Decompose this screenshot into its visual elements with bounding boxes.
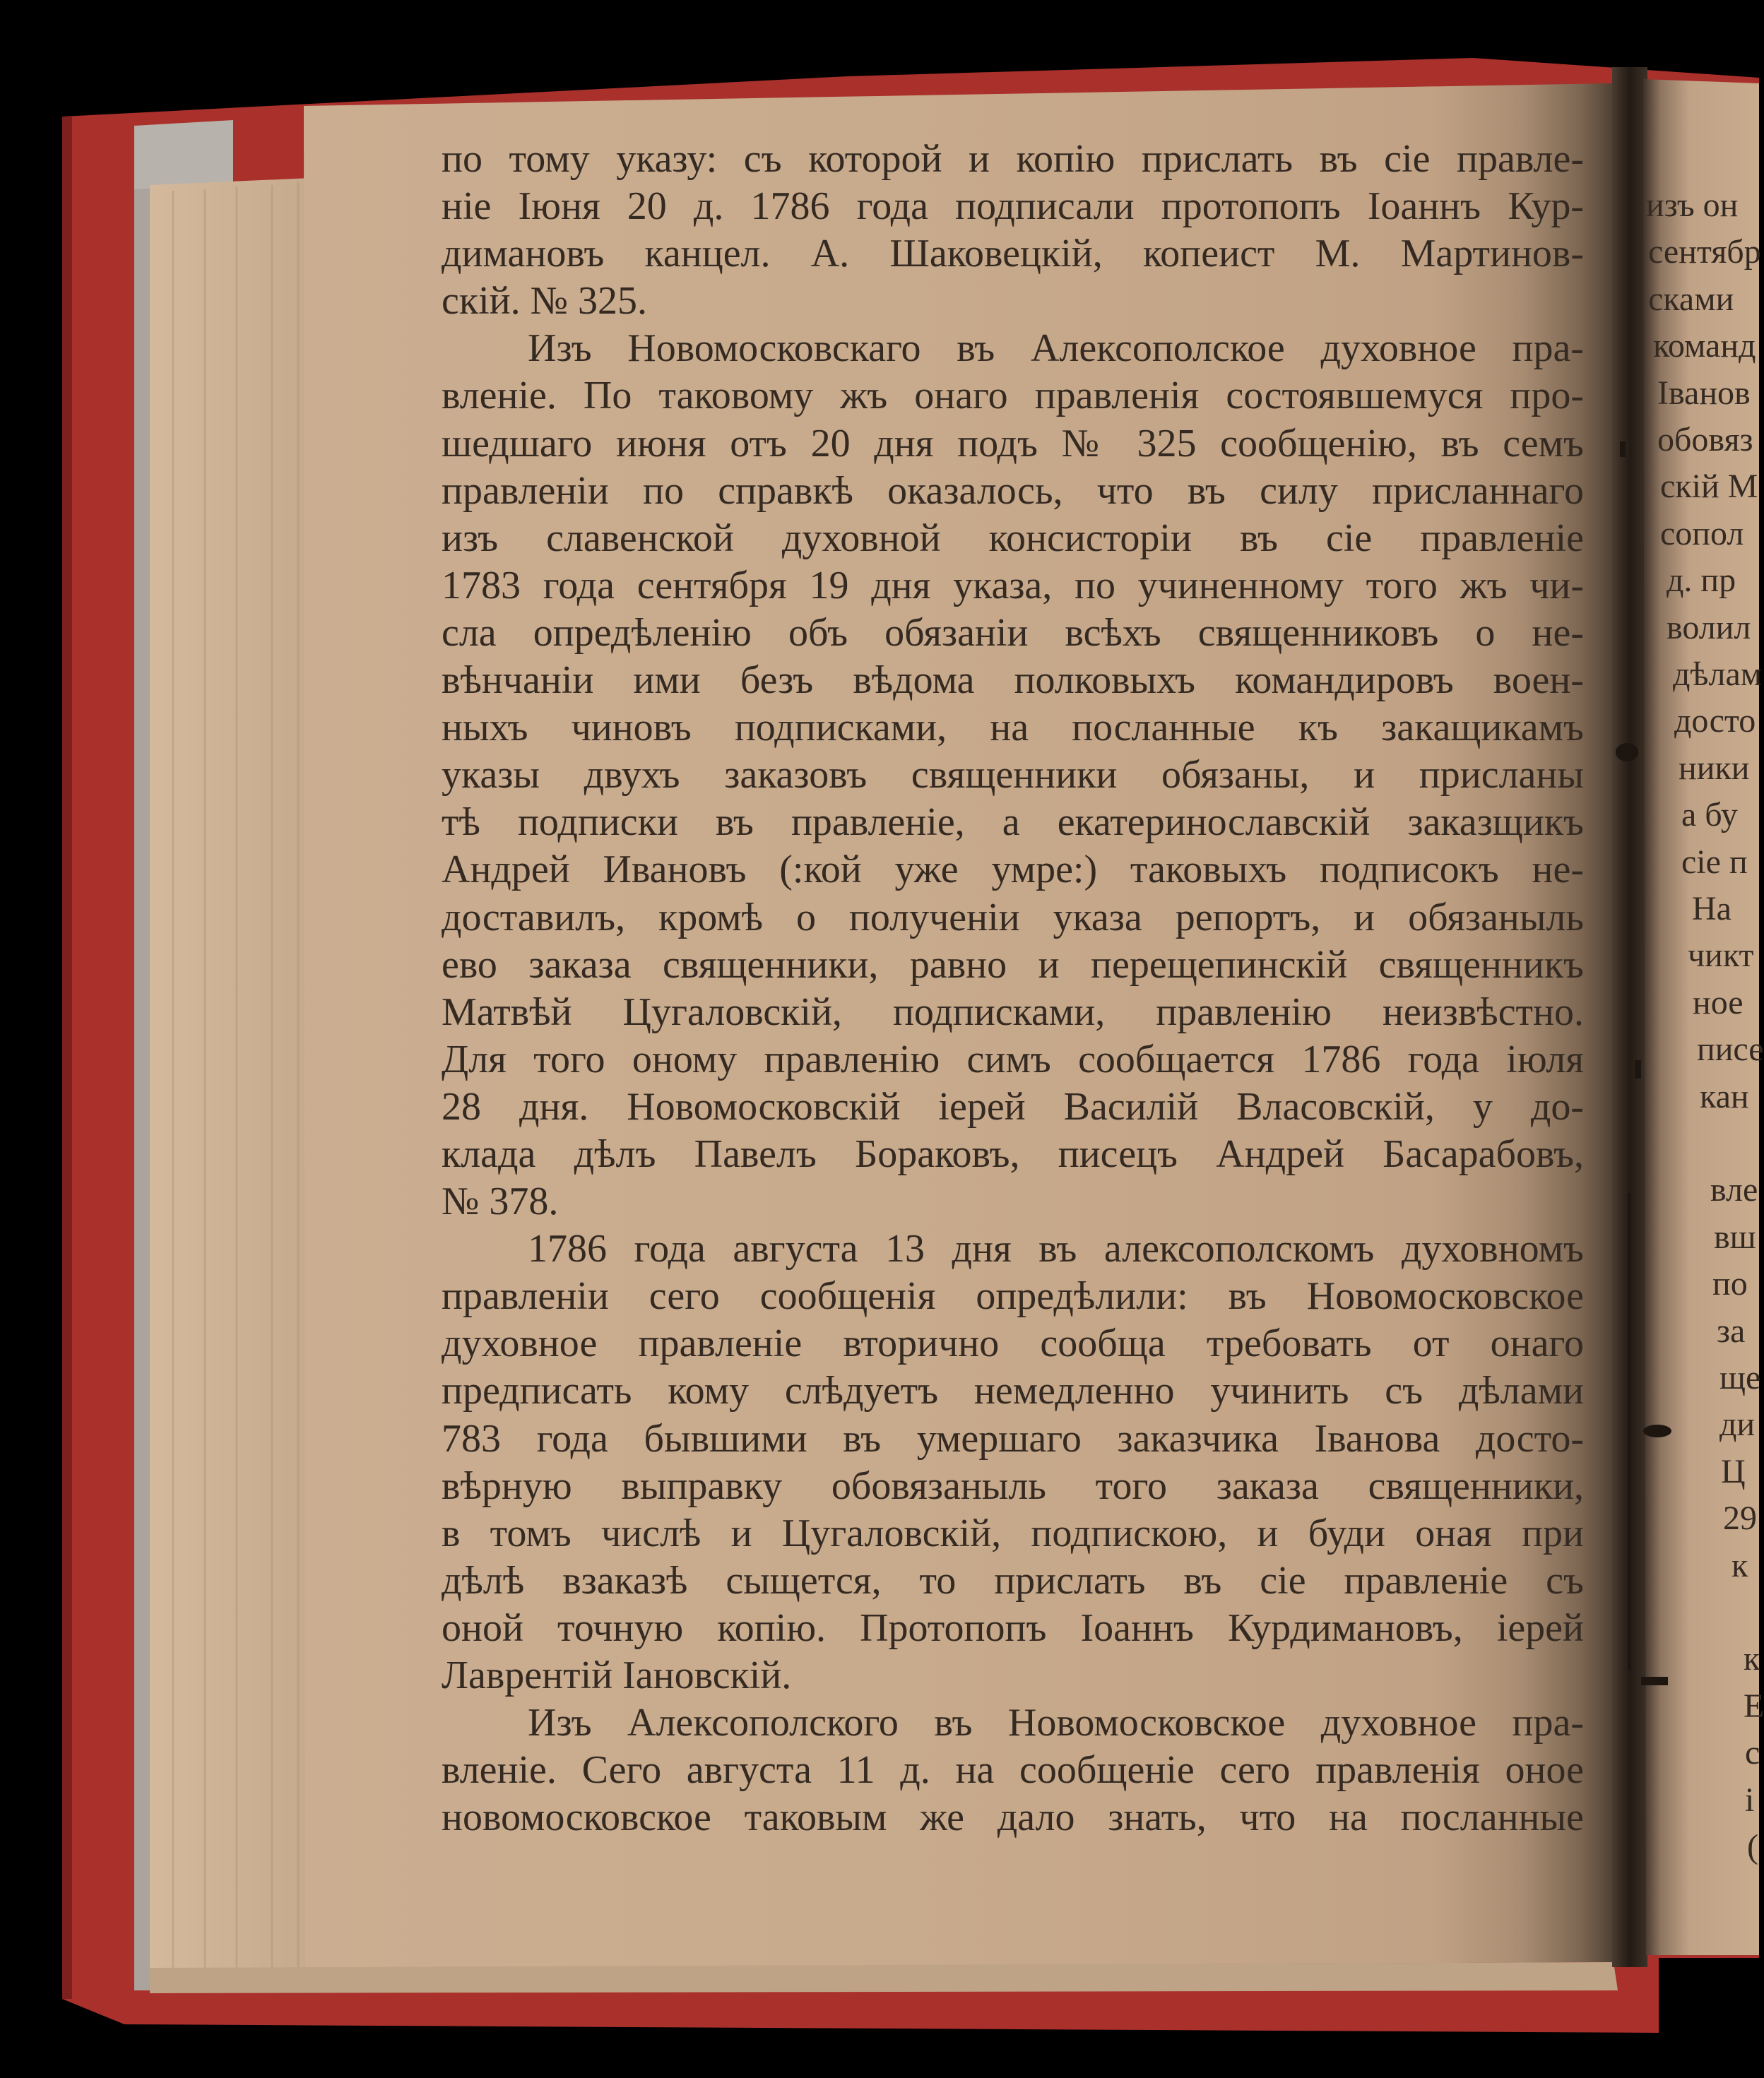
facing-page-fragment: чикт bbox=[1688, 937, 1754, 974]
text-line: ныхъ чиновъ подписками, на посланные къ закащикамъ bbox=[442, 706, 1584, 750]
facing-page-fragment: писе bbox=[1697, 1031, 1764, 1068]
text-line: по тому указу: съ которой и копію прислать въ сіе правле- bbox=[442, 137, 1584, 181]
text-line: клада дѣлъ Павелъ Бораковъ, писецъ Андрей Басарабовъ, bbox=[442, 1132, 1584, 1176]
facing-page-fragment: д. пр bbox=[1667, 562, 1736, 599]
text-line: новомосковское таковым же дало знать, что на посланные bbox=[442, 1795, 1584, 1840]
facing-page-fragment: по bbox=[1712, 1265, 1748, 1302]
text-line: оной точную копію. Протопопъ Іоаннъ Курдимановъ, іерей bbox=[442, 1605, 1584, 1650]
text-line: дѣлѣ взаказѣ сыщется, то прислать въ сіе правленіе съ bbox=[442, 1558, 1584, 1603]
facing-page-fragment: На bbox=[1692, 890, 1732, 927]
facing-page-fragment: за bbox=[1717, 1312, 1746, 1350]
text-line: скій. № 325. bbox=[442, 279, 648, 323]
facing-page-fragment: сками bbox=[1648, 280, 1734, 318]
facing-page-fragment: і bbox=[1745, 1781, 1755, 1819]
text-line: Матвѣй Цугаловскій, подписками, правленію неизвѣстно. bbox=[442, 990, 1584, 1034]
text-line: 783 года бывшими въ умершаго заказчика Іванова досто- bbox=[442, 1416, 1584, 1461]
paragraph-first-line: Изъ Алексополского въ Новомосковское духовное пра- bbox=[528, 1701, 1584, 1745]
facing-page-fragment: Е bbox=[1744, 1687, 1764, 1725]
text-line: ево заказа священники, равно и перещепинскій священникъ bbox=[442, 942, 1584, 987]
text-line: указы двухъ заказовъ священники обязаны, и присланы bbox=[442, 753, 1584, 797]
facing-page-fragment: 29 bbox=[1723, 1500, 1757, 1537]
cover-edge bbox=[62, 117, 72, 1999]
facing-page-fragment: скій М bbox=[1660, 468, 1758, 505]
facing-page-fragment: дѣлам bbox=[1673, 655, 1763, 693]
text-line: 28 дня. Новомосковскій іерей Василій Власовскій, у до- bbox=[442, 1084, 1584, 1129]
text-line: тѣ подписки въ правленіе, а екатеринославскій заказщикъ bbox=[442, 800, 1584, 845]
facing-page-fragment: к bbox=[1732, 1547, 1748, 1584]
text-line: сла опредѣленію объ обязаніи всѣхъ священниковъ о не- bbox=[442, 610, 1584, 655]
text-line: Для того оному правленію симъ сообщается 1786 года іюля bbox=[442, 1037, 1584, 1081]
endpaper-corner bbox=[134, 120, 233, 189]
facing-page-fragment: волил bbox=[1667, 609, 1751, 646]
text-line: шедшаго июня отъ 20 дня подъ № 325 сообщенію, въ семъ bbox=[442, 421, 1584, 465]
facing-page-fragment: изъ он bbox=[1646, 186, 1739, 224]
facing-page-fragment: обовяз bbox=[1657, 421, 1753, 458]
text-line: правленіи по справкѣ оказалось, что въ силу присланнаго bbox=[442, 468, 1584, 513]
facing-page-fragment: досто bbox=[1674, 702, 1756, 740]
text-line: Лаврентій Іановскій. bbox=[442, 1654, 792, 1697]
text-line: вленіе. Сего августа 11 д. на сообщеніе сего правленія оное bbox=[442, 1748, 1584, 1793]
paragraph-first-line: 1786 года августа 13 дня въ алексополскомъ духовномъ bbox=[528, 1227, 1584, 1271]
facing-page-fragment: Ц bbox=[1721, 1453, 1746, 1490]
text-line: доставилъ, кромѣ о полученіи указа репортъ, и обязаныль bbox=[442, 895, 1584, 939]
text-line: духовное правленіе вторично сообща требовать от онаго bbox=[442, 1322, 1584, 1366]
text-line: ніе Іюня 20 д. 1786 года подписали протопопъ Іоаннъ Кур- bbox=[442, 184, 1584, 229]
facing-page-fragment: вш bbox=[1714, 1218, 1756, 1256]
facing-page-fragment: ди bbox=[1719, 1406, 1756, 1443]
text-line: Андрей Ивановъ (:кой уже умре:) таковыхъ подписокъ не- bbox=[442, 848, 1584, 892]
text-line: вѣнчаніи ими безъ вѣдома полковыхъ командировъ воен- bbox=[442, 658, 1584, 703]
text-line: вѣрную выправку обовязаныль того заказа священники, bbox=[442, 1463, 1584, 1508]
text-line: изъ славенской духовной консисторіи въ сіе правленіе bbox=[442, 516, 1584, 560]
facing-page-fragment: Іванов bbox=[1657, 374, 1751, 412]
facing-page-fragment: с bbox=[1745, 1734, 1760, 1771]
text-line: № 378. bbox=[442, 1180, 559, 1224]
facing-page-fragment: сіе п bbox=[1681, 843, 1748, 881]
text-line: в томъ числѣ и Цугаловскій, подпискою, и буди оная при bbox=[442, 1511, 1584, 1555]
facing-page-fragment: вле bbox=[1710, 1171, 1758, 1209]
facing-page-fragment: сопол bbox=[1660, 515, 1744, 552]
text-line: димановъ канцел. А. Шаковецкій, копеист М. Мартинов- bbox=[442, 232, 1584, 276]
facing-page-fragment: кан bbox=[1700, 1078, 1749, 1115]
facing-page-fragment: ще bbox=[1719, 1359, 1761, 1396]
facing-page-fragment: к bbox=[1744, 1640, 1760, 1678]
text-line: правленіи сего сообщенія опредѣлили: въ Новомосковское bbox=[442, 1274, 1584, 1319]
facing-page-fragment: команд bbox=[1653, 327, 1756, 364]
text-line: вленіе. По таковому жъ онаго правленія состоявшемуся про- bbox=[442, 374, 1584, 418]
facing-page-fragment: ники bbox=[1679, 749, 1750, 787]
facing-page-fragment: ное bbox=[1693, 984, 1744, 1021]
page-text bbox=[442, 136, 1584, 1841]
facing-page-fragment: а бу bbox=[1681, 796, 1738, 833]
text-line: 1783 года сентября 19 дня указа, по учиненному того жъ чи- bbox=[442, 563, 1584, 607]
facing-page-fragment: сентябр bbox=[1648, 233, 1761, 271]
paragraph-first-line: Изъ Новомосковскаго въ Алексополское духовное пра- bbox=[528, 326, 1584, 371]
text-line: предписать кому слѣдуетъ немедленно учинить съ дѣлами bbox=[442, 1369, 1584, 1413]
facing-page-fragment: ( bbox=[1747, 1828, 1758, 1865]
